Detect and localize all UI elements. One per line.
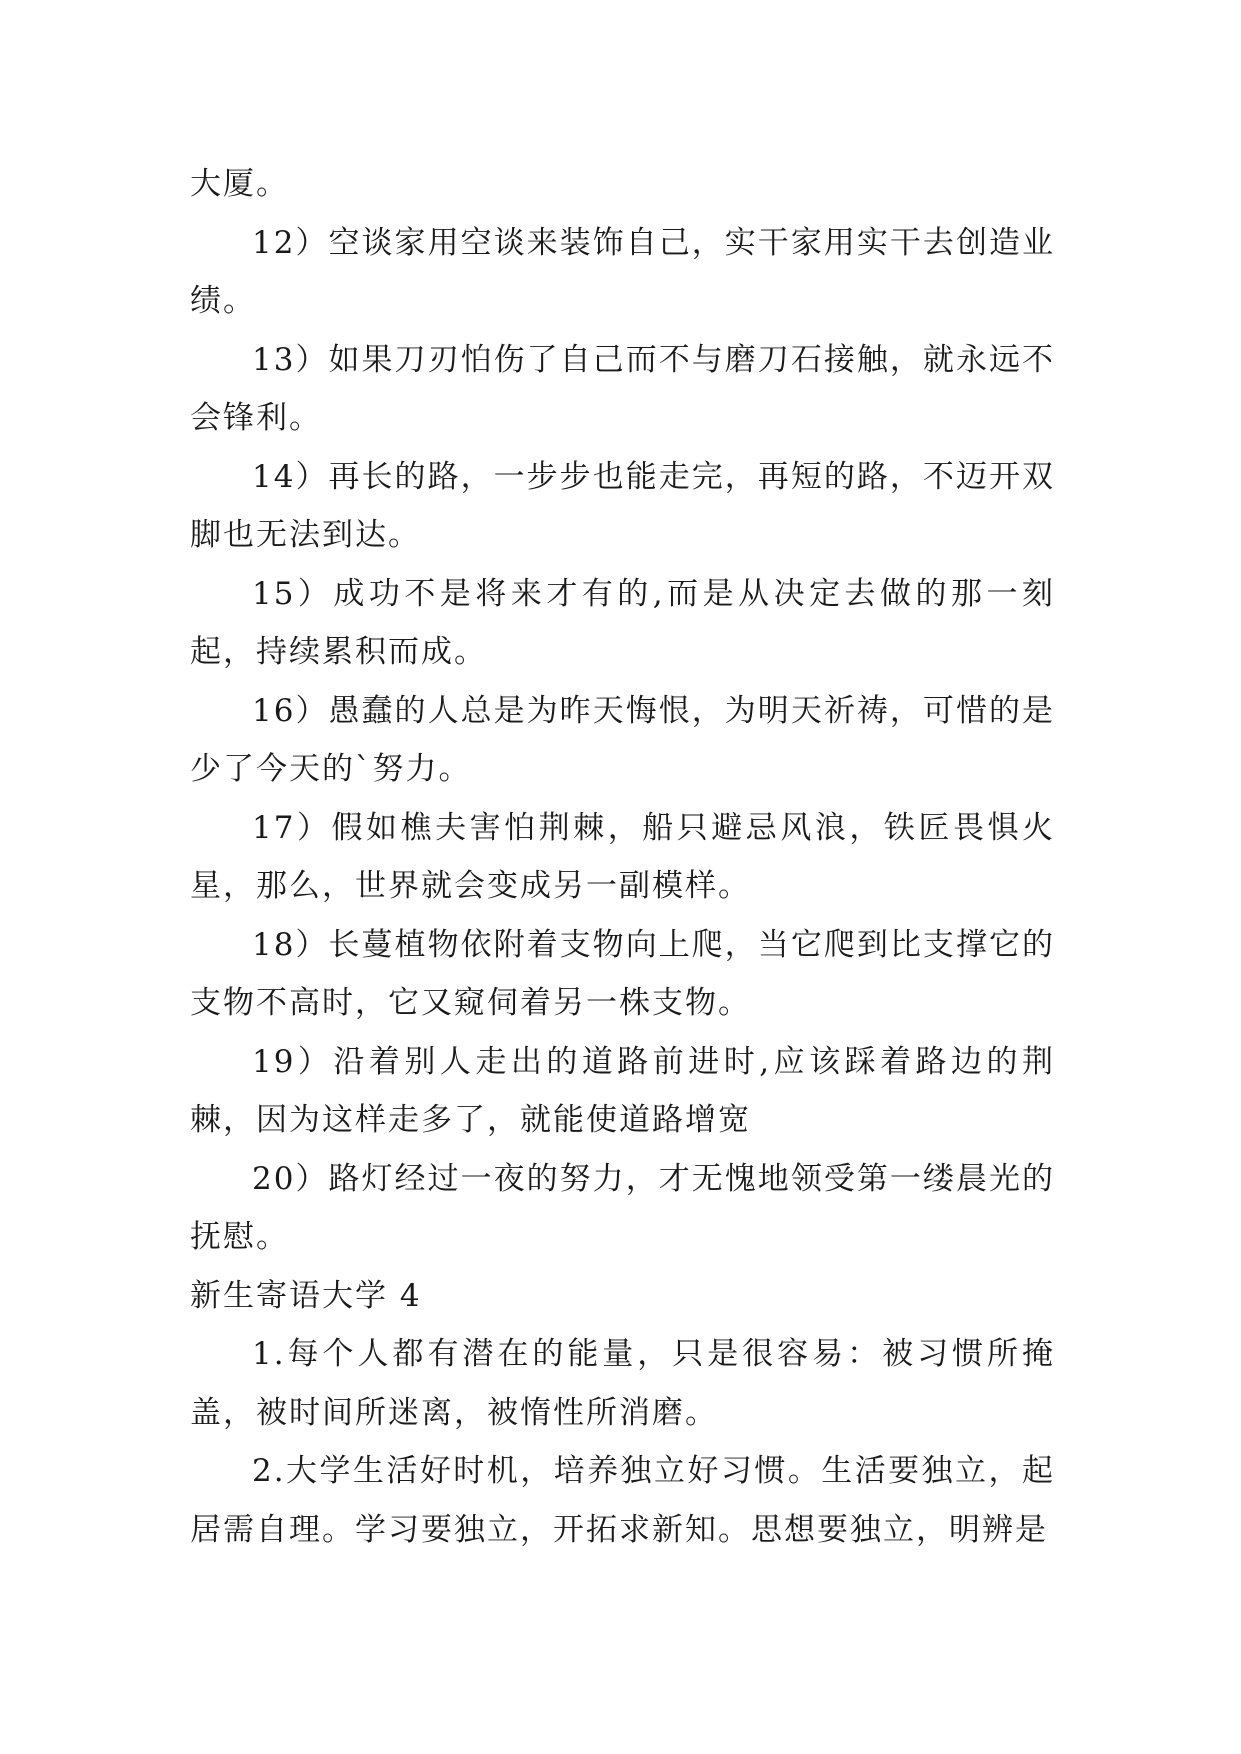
paragraph-item-18: 18）长蔓植物依附着支物向上爬，当它爬到比支撑它的支物不高时，它又窥伺着另一株支物。 [190, 926, 1055, 1021]
paragraph-item-12: 12）空谈家用空谈来装饰自己，实干家用实干去创造业绩。 [190, 224, 1055, 319]
paragraph-item-13: 13）如果刀刃怕伤了自己而不与磨刀石接触，就永远不会锋利。 [190, 341, 1055, 436]
paragraph-item-16: 16）愚蠢的人总是为昨天悔恨，为明天祈祷，可惜的是少了今天的`努力。 [190, 692, 1055, 787]
paragraph-item-14: 14）再长的路，一步步也能走完，再短的路，不迈开双脚也无法到达。 [190, 458, 1055, 553]
paragraph-continuation: 大厦。 [190, 166, 289, 202]
paragraph-item-2: 2.大学生活好时机，培养独立好习惯。生活要独立，起居需自理。学习要独立，开拓求新知。思想要独立，明辨是 [190, 1453, 1055, 1548]
section-heading: 新生寄语大学 4 [190, 1277, 422, 1314]
paragraph-item-17: 17）假如樵夫害怕荆棘，船只避忌风浪，铁匠畏惧火星，那么，世界就会变成另一副模样。 [190, 809, 1055, 904]
paragraph-item-20: 20）路灯经过一夜的努力，才无愧地领受第一缕晨光的抚慰。 [190, 1160, 1055, 1255]
paragraph-item-15: 15）成功不是将来才有的,而是从决定去做的那一刻起，持续累积而成。 [190, 575, 1055, 670]
document-page [190, 155, 1055, 1559]
paragraph-item-19: 19）沿着别人走出的道路前进时,应该踩着路边的荆棘，因为这样走多了，就能使道路增宽 [190, 1043, 1055, 1138]
paragraph-item-1: 1.每个人都有潜在的能量，只是很容易：被习惯所掩盖，被时间所迷离，被惰性所消磨。 [190, 1336, 1055, 1431]
